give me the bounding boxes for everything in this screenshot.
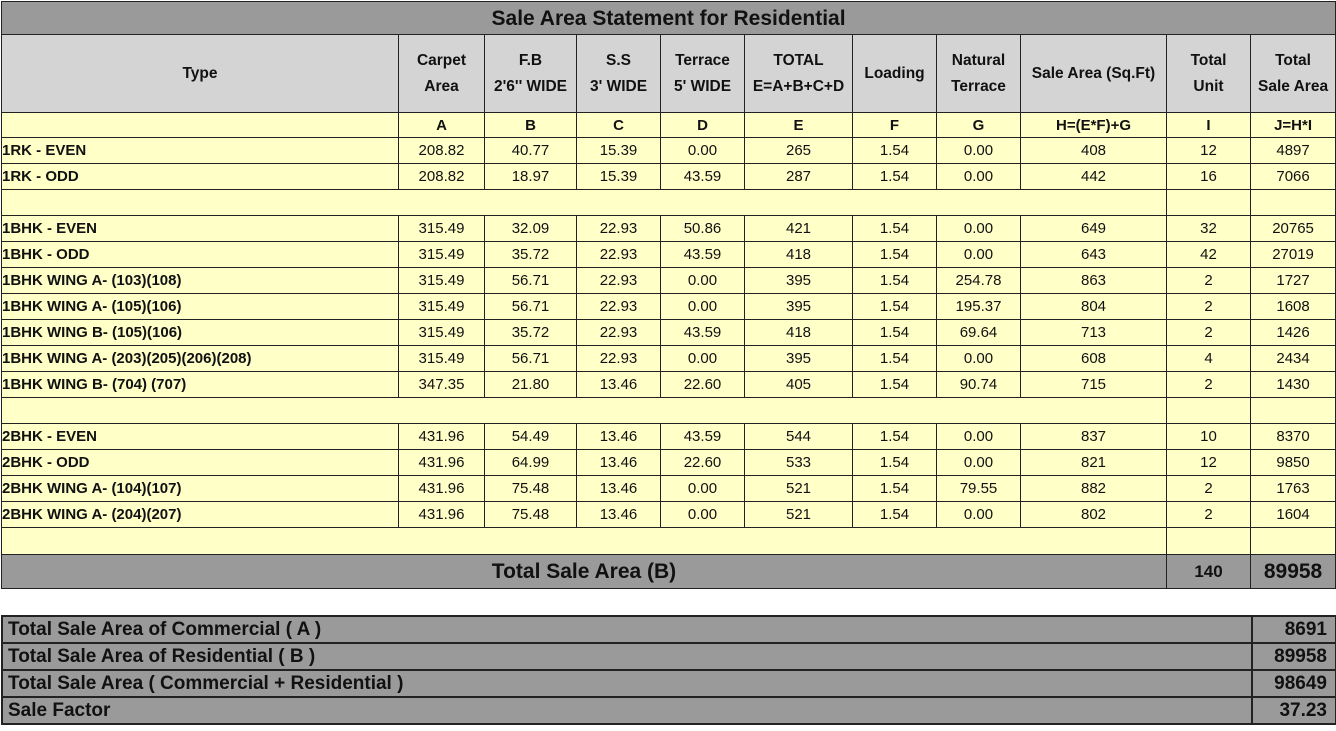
summary-label: Total Sale Area ( Commercial + Residential ) xyxy=(2,670,1252,697)
column-header xyxy=(1251,35,1336,113)
value-cell: 1.54 xyxy=(853,424,937,450)
table-row xyxy=(2,242,1336,268)
value-cell: 27019 xyxy=(1251,242,1336,268)
value-cell: 2 xyxy=(1167,294,1251,320)
value-cell: 315.49 xyxy=(399,216,485,242)
formula-cell: A xyxy=(399,113,485,138)
column-header xyxy=(2,35,399,113)
value-cell: 431.96 xyxy=(399,424,485,450)
value-cell: 315.49 xyxy=(399,242,485,268)
value-cell: 0.00 xyxy=(937,424,1021,450)
value-cell: 1426 xyxy=(1251,320,1336,346)
value-cell: 1608 xyxy=(1251,294,1336,320)
table-row xyxy=(2,346,1336,372)
total-label: Total Sale Area (B) xyxy=(2,555,1167,589)
value-cell: 75.48 xyxy=(485,502,577,528)
value-cell: 1.54 xyxy=(853,164,937,190)
value-cell: 608 xyxy=(1021,346,1167,372)
value-cell: 315.49 xyxy=(399,320,485,346)
value-cell: 0.00 xyxy=(661,138,745,164)
value-cell: 863 xyxy=(1021,268,1167,294)
value-cell: 395 xyxy=(745,346,853,372)
value-cell: 4 xyxy=(1167,346,1251,372)
formula-cell xyxy=(2,113,399,138)
value-cell: 265 xyxy=(745,138,853,164)
blank-cell xyxy=(1251,528,1336,555)
value-cell: 1.54 xyxy=(853,268,937,294)
value-cell: 1.54 xyxy=(853,346,937,372)
value-cell: 0.00 xyxy=(661,502,745,528)
value-cell: 43.59 xyxy=(661,164,745,190)
value-cell: 421 xyxy=(745,216,853,242)
value-cell: 2 xyxy=(1167,268,1251,294)
blank-cell xyxy=(2,528,1167,555)
column-header-line2: 3' WIDE xyxy=(589,77,648,95)
column-header xyxy=(485,35,577,113)
value-cell: 2 xyxy=(1167,502,1251,528)
column-header xyxy=(661,35,745,113)
table-row xyxy=(2,502,1336,528)
column-header xyxy=(937,35,1021,113)
spacer-row xyxy=(2,528,1336,555)
summary-label: Sale Factor xyxy=(2,697,1252,724)
value-cell: 1763 xyxy=(1251,476,1336,502)
column-header-line2: 5' WIDE xyxy=(673,77,732,95)
value-cell: 208.82 xyxy=(399,164,485,190)
value-cell: 804 xyxy=(1021,294,1167,320)
value-cell: 431.96 xyxy=(399,450,485,476)
column-header-line1: TOTAL xyxy=(773,51,824,69)
total-units: 140 xyxy=(1167,555,1251,589)
table-row xyxy=(2,268,1336,294)
value-cell: 1.54 xyxy=(853,242,937,268)
table-row xyxy=(2,372,1336,398)
value-cell: 315.49 xyxy=(399,346,485,372)
value-cell: 1430 xyxy=(1251,372,1336,398)
value-cell: 13.46 xyxy=(577,476,661,502)
value-cell: 22.93 xyxy=(577,294,661,320)
value-cell: 43.59 xyxy=(661,242,745,268)
value-cell: 54.49 xyxy=(485,424,577,450)
summary-label: Total Sale Area of Commercial ( A ) xyxy=(2,616,1252,643)
value-cell: 9850 xyxy=(1251,450,1336,476)
value-cell: 837 xyxy=(1021,424,1167,450)
value-cell: 0.00 xyxy=(661,476,745,502)
table-row xyxy=(2,450,1336,476)
value-cell: 1727 xyxy=(1251,268,1336,294)
summary-row xyxy=(2,616,1336,643)
blank-cell xyxy=(1167,190,1251,216)
value-cell: 56.71 xyxy=(485,268,577,294)
column-header xyxy=(399,35,485,113)
value-cell: 16 xyxy=(1167,164,1251,190)
unit-type-cell: 1RK - EVEN xyxy=(2,138,399,164)
title-row xyxy=(2,2,1336,35)
unit-type-cell: 1BHK WING A- (105)(106) xyxy=(2,294,399,320)
value-cell: 2434 xyxy=(1251,346,1336,372)
blank-cell xyxy=(1167,398,1251,424)
value-cell: 22.60 xyxy=(661,372,745,398)
value-cell: 69.64 xyxy=(937,320,1021,346)
value-cell: 13.46 xyxy=(577,450,661,476)
value-cell: 1604 xyxy=(1251,502,1336,528)
value-cell: 1.54 xyxy=(853,320,937,346)
value-cell: 2 xyxy=(1167,372,1251,398)
value-cell: 715 xyxy=(1021,372,1167,398)
value-cell: 21.80 xyxy=(485,372,577,398)
value-cell: 418 xyxy=(745,320,853,346)
column-header-line2: 2'6'' WIDE xyxy=(493,77,568,95)
unit-type-cell: 2BHK - ODD xyxy=(2,450,399,476)
value-cell: 649 xyxy=(1021,216,1167,242)
value-cell: 0.00 xyxy=(937,138,1021,164)
column-header-line2: Unit xyxy=(1193,77,1224,95)
summary-value: 89958 xyxy=(1252,643,1336,670)
column-header xyxy=(1021,35,1167,113)
value-cell: 1.54 xyxy=(853,502,937,528)
value-cell: 395 xyxy=(745,294,853,320)
value-cell: 22.93 xyxy=(577,346,661,372)
value-cell: 195.37 xyxy=(937,294,1021,320)
unit-type-cell: 1BHK - ODD xyxy=(2,242,399,268)
value-cell: 405 xyxy=(745,372,853,398)
column-header xyxy=(577,35,661,113)
value-cell: 882 xyxy=(1021,476,1167,502)
value-cell: 1.54 xyxy=(853,138,937,164)
value-cell: 43.59 xyxy=(661,424,745,450)
value-cell: 395 xyxy=(745,268,853,294)
value-cell: 287 xyxy=(745,164,853,190)
value-cell: 0.00 xyxy=(937,502,1021,528)
column-header-line1: Natural xyxy=(951,51,1006,69)
formula-cell: D xyxy=(661,113,745,138)
column-header-line2: Sale Area xyxy=(1258,77,1329,95)
summary-row xyxy=(2,643,1336,670)
value-cell: 43.59 xyxy=(661,320,745,346)
value-cell: 0.00 xyxy=(937,164,1021,190)
value-cell: 35.72 xyxy=(485,320,577,346)
value-cell: 0.00 xyxy=(937,450,1021,476)
formula-cell: I xyxy=(1167,113,1251,138)
value-cell: 1.54 xyxy=(853,372,937,398)
value-cell: 90.74 xyxy=(937,372,1021,398)
column-header xyxy=(853,35,937,113)
column-header-line2: Terrace xyxy=(951,77,1006,95)
unit-type-cell: 1BHK WING A- (203)(205)(206)(208) xyxy=(2,346,399,372)
value-cell: 20765 xyxy=(1251,216,1336,242)
unit-type-cell: 1BHK WING A- (103)(108) xyxy=(2,268,399,294)
header-row xyxy=(2,35,1336,113)
column-header-line1: Terrace xyxy=(675,51,730,69)
column-header-line2: E=A+B+C+D xyxy=(752,77,845,95)
value-cell: 0.00 xyxy=(937,242,1021,268)
value-cell: 1.54 xyxy=(853,216,937,242)
separator-row xyxy=(2,398,1336,424)
formula-cell: C xyxy=(577,113,661,138)
blank-cell xyxy=(1167,528,1251,555)
value-cell: 18.97 xyxy=(485,164,577,190)
value-cell: 64.99 xyxy=(485,450,577,476)
value-cell: 15.39 xyxy=(577,164,661,190)
value-cell: 13.46 xyxy=(577,502,661,528)
table-title: Sale Area Statement for Residential xyxy=(2,2,1336,35)
value-cell: 22.93 xyxy=(577,320,661,346)
value-cell: 12 xyxy=(1167,138,1251,164)
unit-type-cell: 1BHK WING B- (105)(106) xyxy=(2,320,399,346)
value-cell: 32 xyxy=(1167,216,1251,242)
value-cell: 2 xyxy=(1167,320,1251,346)
value-cell: 713 xyxy=(1021,320,1167,346)
value-cell: 802 xyxy=(1021,502,1167,528)
column-header-line1: F.B xyxy=(518,51,543,69)
value-cell: 35.72 xyxy=(485,242,577,268)
value-cell: 315.49 xyxy=(399,268,485,294)
summary-value: 98649 xyxy=(1252,670,1336,697)
separator-row xyxy=(2,190,1336,216)
value-cell: 22.60 xyxy=(661,450,745,476)
blank-cell xyxy=(1251,398,1336,424)
value-cell: 431.96 xyxy=(399,476,485,502)
unit-type-cell: 1RK - ODD xyxy=(2,164,399,190)
value-cell: 40.77 xyxy=(485,138,577,164)
value-cell: 50.86 xyxy=(661,216,745,242)
blank-cell xyxy=(2,398,1167,424)
value-cell: 1.54 xyxy=(853,294,937,320)
column-header xyxy=(745,35,853,113)
value-cell: 0.00 xyxy=(661,346,745,372)
value-cell: 347.35 xyxy=(399,372,485,398)
summary-value: 8691 xyxy=(1252,616,1336,643)
sale-area-table xyxy=(1,1,1336,589)
table-row xyxy=(2,216,1336,242)
value-cell: 22.93 xyxy=(577,216,661,242)
value-cell: 15.39 xyxy=(577,138,661,164)
unit-type-cell: 1BHK - EVEN xyxy=(2,216,399,242)
value-cell: 431.96 xyxy=(399,502,485,528)
column-header-line1: Carpet xyxy=(416,51,467,69)
table-row xyxy=(2,294,1336,320)
formula-cell: G xyxy=(937,113,1021,138)
value-cell: 0.00 xyxy=(661,268,745,294)
column-header-line1: S.S xyxy=(606,51,631,69)
value-cell: 75.48 xyxy=(485,476,577,502)
formula-row xyxy=(2,113,1336,138)
table-row xyxy=(2,476,1336,502)
value-cell: 821 xyxy=(1021,450,1167,476)
value-cell: 0.00 xyxy=(937,216,1021,242)
column-header-line1: Sale Area (Sq.Ft) xyxy=(1031,64,1156,82)
value-cell: 8370 xyxy=(1251,424,1336,450)
summary-label: Total Sale Area of Residential ( B ) xyxy=(2,643,1252,670)
column-header xyxy=(1167,35,1251,113)
value-cell: 56.71 xyxy=(485,346,577,372)
unit-type-cell: 2BHK - EVEN xyxy=(2,424,399,450)
column-header-line1: Total xyxy=(1275,51,1311,69)
formula-cell: F xyxy=(853,113,937,138)
value-cell: 13.46 xyxy=(577,424,661,450)
value-cell: 13.46 xyxy=(577,372,661,398)
summary-table xyxy=(1,615,1336,725)
formula-cell: H=(E*F)+G xyxy=(1021,113,1167,138)
column-header-line1: Total xyxy=(1190,51,1227,69)
column-header-line1: Type xyxy=(182,64,218,82)
value-cell: 4897 xyxy=(1251,138,1336,164)
summary-row xyxy=(2,670,1336,697)
value-cell: 521 xyxy=(745,476,853,502)
value-cell: 32.09 xyxy=(485,216,577,242)
value-cell: 0.00 xyxy=(937,346,1021,372)
value-cell: 544 xyxy=(745,424,853,450)
table-row xyxy=(2,320,1336,346)
value-cell: 208.82 xyxy=(399,138,485,164)
column-header-line1: Loading xyxy=(864,64,925,82)
column-header-line2: Area xyxy=(424,77,459,95)
unit-type-cell: 2BHK WING A- (104)(107) xyxy=(2,476,399,502)
value-cell: 643 xyxy=(1021,242,1167,268)
unit-type-cell: 2BHK WING A- (204)(207) xyxy=(2,502,399,528)
formula-cell: B xyxy=(485,113,577,138)
summary-value: 37.23 xyxy=(1252,697,1336,724)
value-cell: 533 xyxy=(745,450,853,476)
blank-cell xyxy=(1251,190,1336,216)
value-cell: 408 xyxy=(1021,138,1167,164)
unit-type-cell: 1BHK WING B- (704) (707) xyxy=(2,372,399,398)
blank-cell xyxy=(2,190,1167,216)
value-cell: 7066 xyxy=(1251,164,1336,190)
value-cell: 22.93 xyxy=(577,268,661,294)
value-cell: 2 xyxy=(1167,476,1251,502)
table-row xyxy=(2,138,1336,164)
formula-cell: J=H*I xyxy=(1251,113,1336,138)
value-cell: 42 xyxy=(1167,242,1251,268)
table-row xyxy=(2,424,1336,450)
value-cell: 22.93 xyxy=(577,242,661,268)
value-cell: 56.71 xyxy=(485,294,577,320)
value-cell: 1.54 xyxy=(853,476,937,502)
value-cell: 1.54 xyxy=(853,450,937,476)
value-cell: 79.55 xyxy=(937,476,1021,502)
value-cell: 315.49 xyxy=(399,294,485,320)
table-row xyxy=(2,164,1336,190)
value-cell: 418 xyxy=(745,242,853,268)
formula-cell: E xyxy=(745,113,853,138)
value-cell: 10 xyxy=(1167,424,1251,450)
total-row xyxy=(2,555,1336,589)
total-area: 89958 xyxy=(1251,555,1336,589)
value-cell: 12 xyxy=(1167,450,1251,476)
value-cell: 254.78 xyxy=(937,268,1021,294)
summary-row xyxy=(2,697,1336,724)
value-cell: 521 xyxy=(745,502,853,528)
value-cell: 0.00 xyxy=(661,294,745,320)
value-cell: 442 xyxy=(1021,164,1167,190)
